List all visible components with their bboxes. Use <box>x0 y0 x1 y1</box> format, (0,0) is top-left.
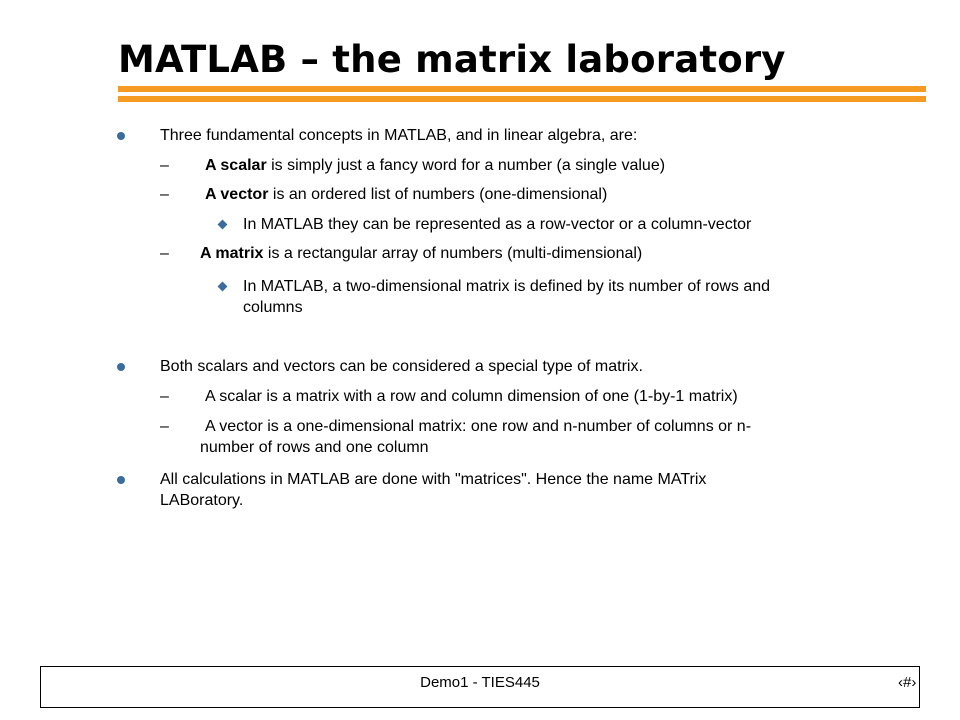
term-scalar: A scalar <box>205 157 267 174</box>
bullet-text-cont: LABoratory. <box>160 492 244 509</box>
sub-sub-bullet-text: In MATLAB they can be represented as a row-vector or a column-vector <box>243 216 752 233</box>
term-matrix: A matrix <box>200 245 264 262</box>
term-scalar-desc: is simply just a fancy word for a number (a single value) <box>266 157 666 174</box>
dash-icon: – <box>160 186 169 203</box>
footer-label: Demo1 - TIES445 <box>420 674 540 691</box>
sub-bullet-text: A scalar is a matrix with a row and column dimension of one (1-by-1 matrix) <box>205 388 738 405</box>
term-vector: A vector <box>205 186 269 203</box>
bullet-text: All calculations in MATLAB are done with "matrices". Hence the name MATrix <box>160 471 707 488</box>
diamond-bullet-icon <box>218 282 228 292</box>
bullet-dot-icon <box>117 476 125 484</box>
dash-icon: – <box>160 388 169 405</box>
term-vector-desc: is an ordered list of numbers (one-dimensional) <box>268 186 608 203</box>
sub-sub-bullet-text-cont: columns <box>243 299 303 316</box>
slide-title: MATLAB – the matrix laboratory <box>118 38 786 81</box>
sub-bullet-text <box>205 184 607 205</box>
term-matrix-desc: is a rectangular array of numbers (multi-dimensional) <box>263 245 643 262</box>
sub-bullet-text-cont: number of rows and one column <box>200 439 429 456</box>
page-number: ‹#› <box>898 674 917 691</box>
dash-icon: – <box>160 418 169 435</box>
sub-bullet-text <box>205 155 665 176</box>
bullet-text: Both scalars and vectors can be considered a special type of matrix. <box>160 358 643 375</box>
bullet-dot-icon <box>117 132 125 140</box>
sub-sub-bullet-text: In MATLAB, a two-dimensional matrix is defined by its number of rows and <box>243 278 771 295</box>
dash-icon: – <box>160 157 169 174</box>
sub-bullet-text <box>200 243 642 264</box>
bullet-dot-icon <box>117 363 125 371</box>
diamond-bullet-icon <box>218 220 228 230</box>
sub-bullet-text: A vector is a one-dimensional matrix: one row and n-number of columns or n- <box>205 418 752 435</box>
bullet-text: Three fundamental concepts in MATLAB, and in linear algebra, are: <box>160 127 638 144</box>
dash-icon: – <box>160 245 169 262</box>
